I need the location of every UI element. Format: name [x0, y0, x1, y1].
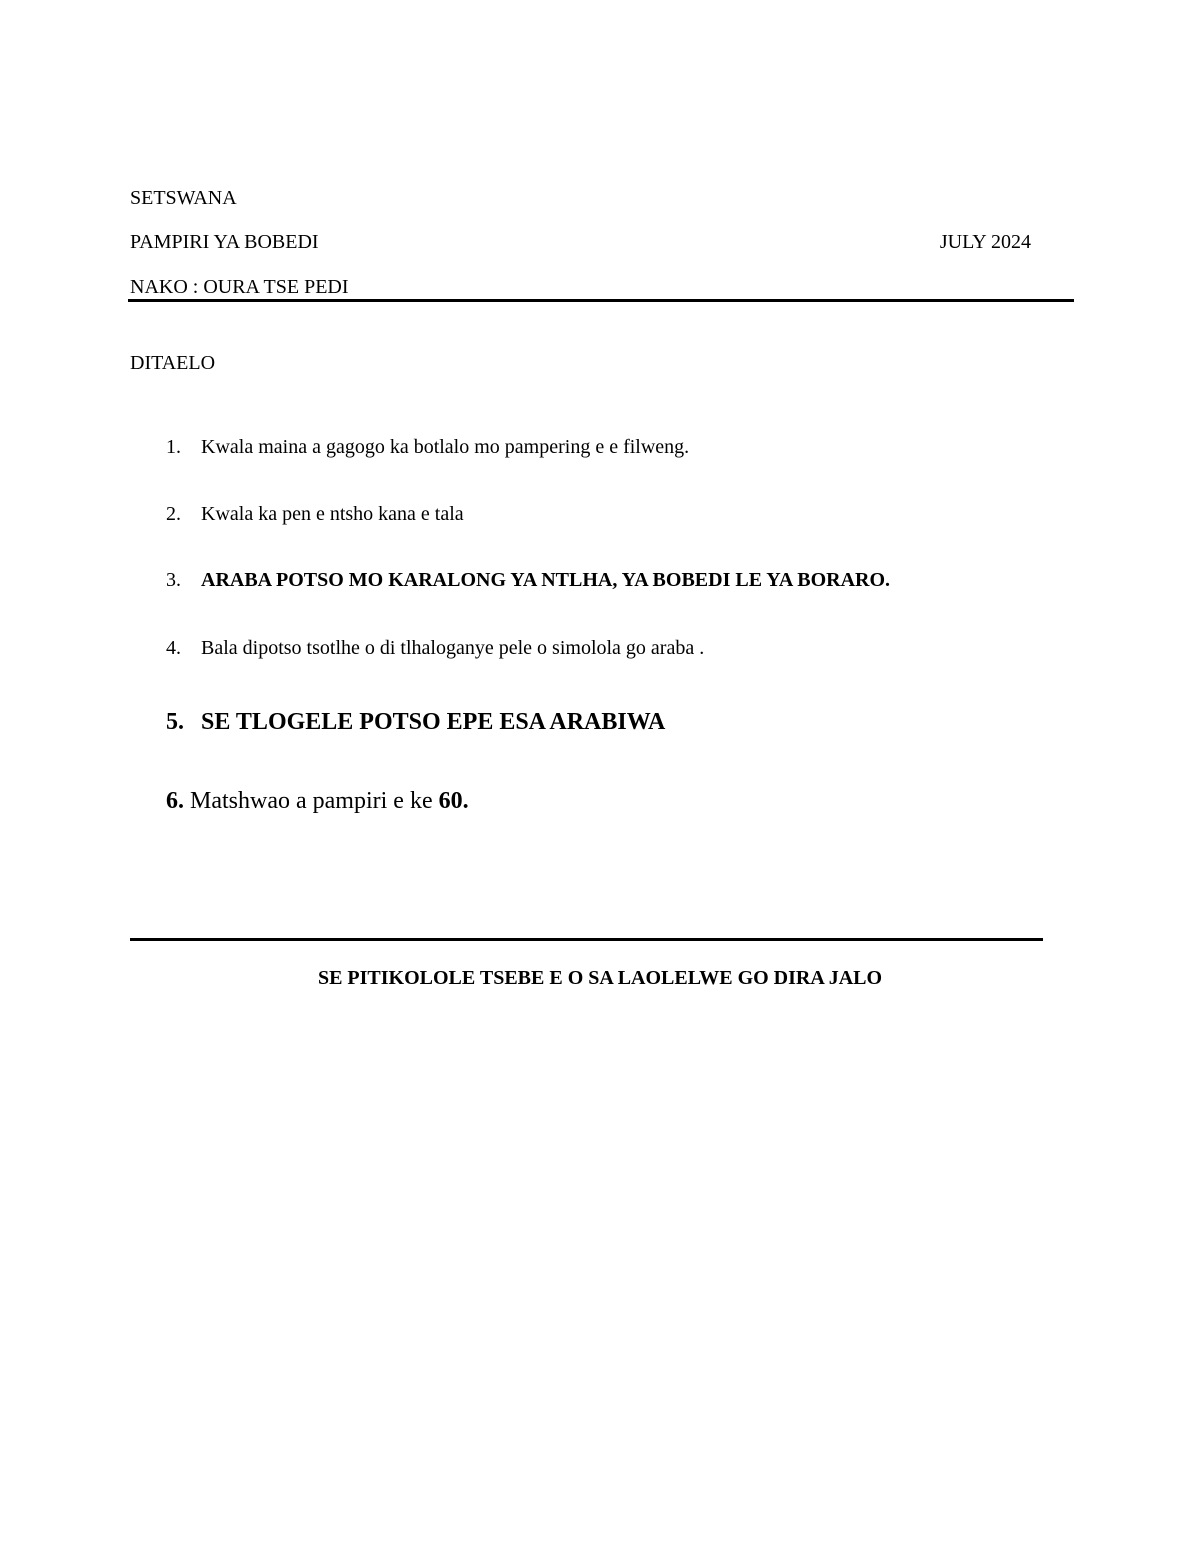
- item-number: 1.: [166, 436, 181, 458]
- item-number: 3.: [166, 569, 181, 591]
- item-number: 5.: [166, 709, 184, 735]
- duration-label: NAKO : OURA TSE PEDI: [130, 276, 349, 298]
- instructions-heading: DITAELO: [130, 352, 216, 374]
- item-text: SE TLOGELE POTSO EPE ESA ARABIWA: [201, 709, 666, 735]
- footer-divider: [130, 938, 1043, 941]
- total-marks: 60.: [438, 788, 469, 814]
- instruction-item-5: [166, 708, 665, 736]
- item-number: 6.: [166, 788, 184, 814]
- paper-title: PAMPIRI YA BOBEDI: [130, 231, 319, 253]
- instruction-item-2: [166, 502, 464, 526]
- instruction-item-4: [166, 636, 704, 660]
- item-text: ARABA POTSO MO KARALONG YA NTLHA, YA BOBEDI LE YA BORARO.: [201, 569, 891, 591]
- instruction-item-3: [166, 568, 890, 592]
- item-number: 2.: [166, 503, 181, 525]
- header-divider: [128, 299, 1074, 302]
- item-text: Matshwao a pampiri e ke: [190, 788, 439, 814]
- item-text: Kwala ka pen e ntsho kana e tala: [201, 503, 464, 525]
- item-text: Kwala maina a gagogo ka botlalo mo pampering e e filweng.: [201, 436, 690, 458]
- subject-title: SETSWANA: [130, 187, 237, 209]
- exam-date: JULY 2024: [939, 231, 1031, 253]
- instruction-item-1: [166, 435, 689, 459]
- footer-note: SE PITIKOLOLE TSEBE E O SA LAOLELWE GO DIRA JALO: [317, 967, 883, 989]
- item-number: 4.: [166, 637, 181, 659]
- instruction-item-6: [166, 787, 469, 815]
- item-text: Bala dipotso tsotlhe o di tlhaloganye pele o simolola go araba .: [201, 637, 705, 659]
